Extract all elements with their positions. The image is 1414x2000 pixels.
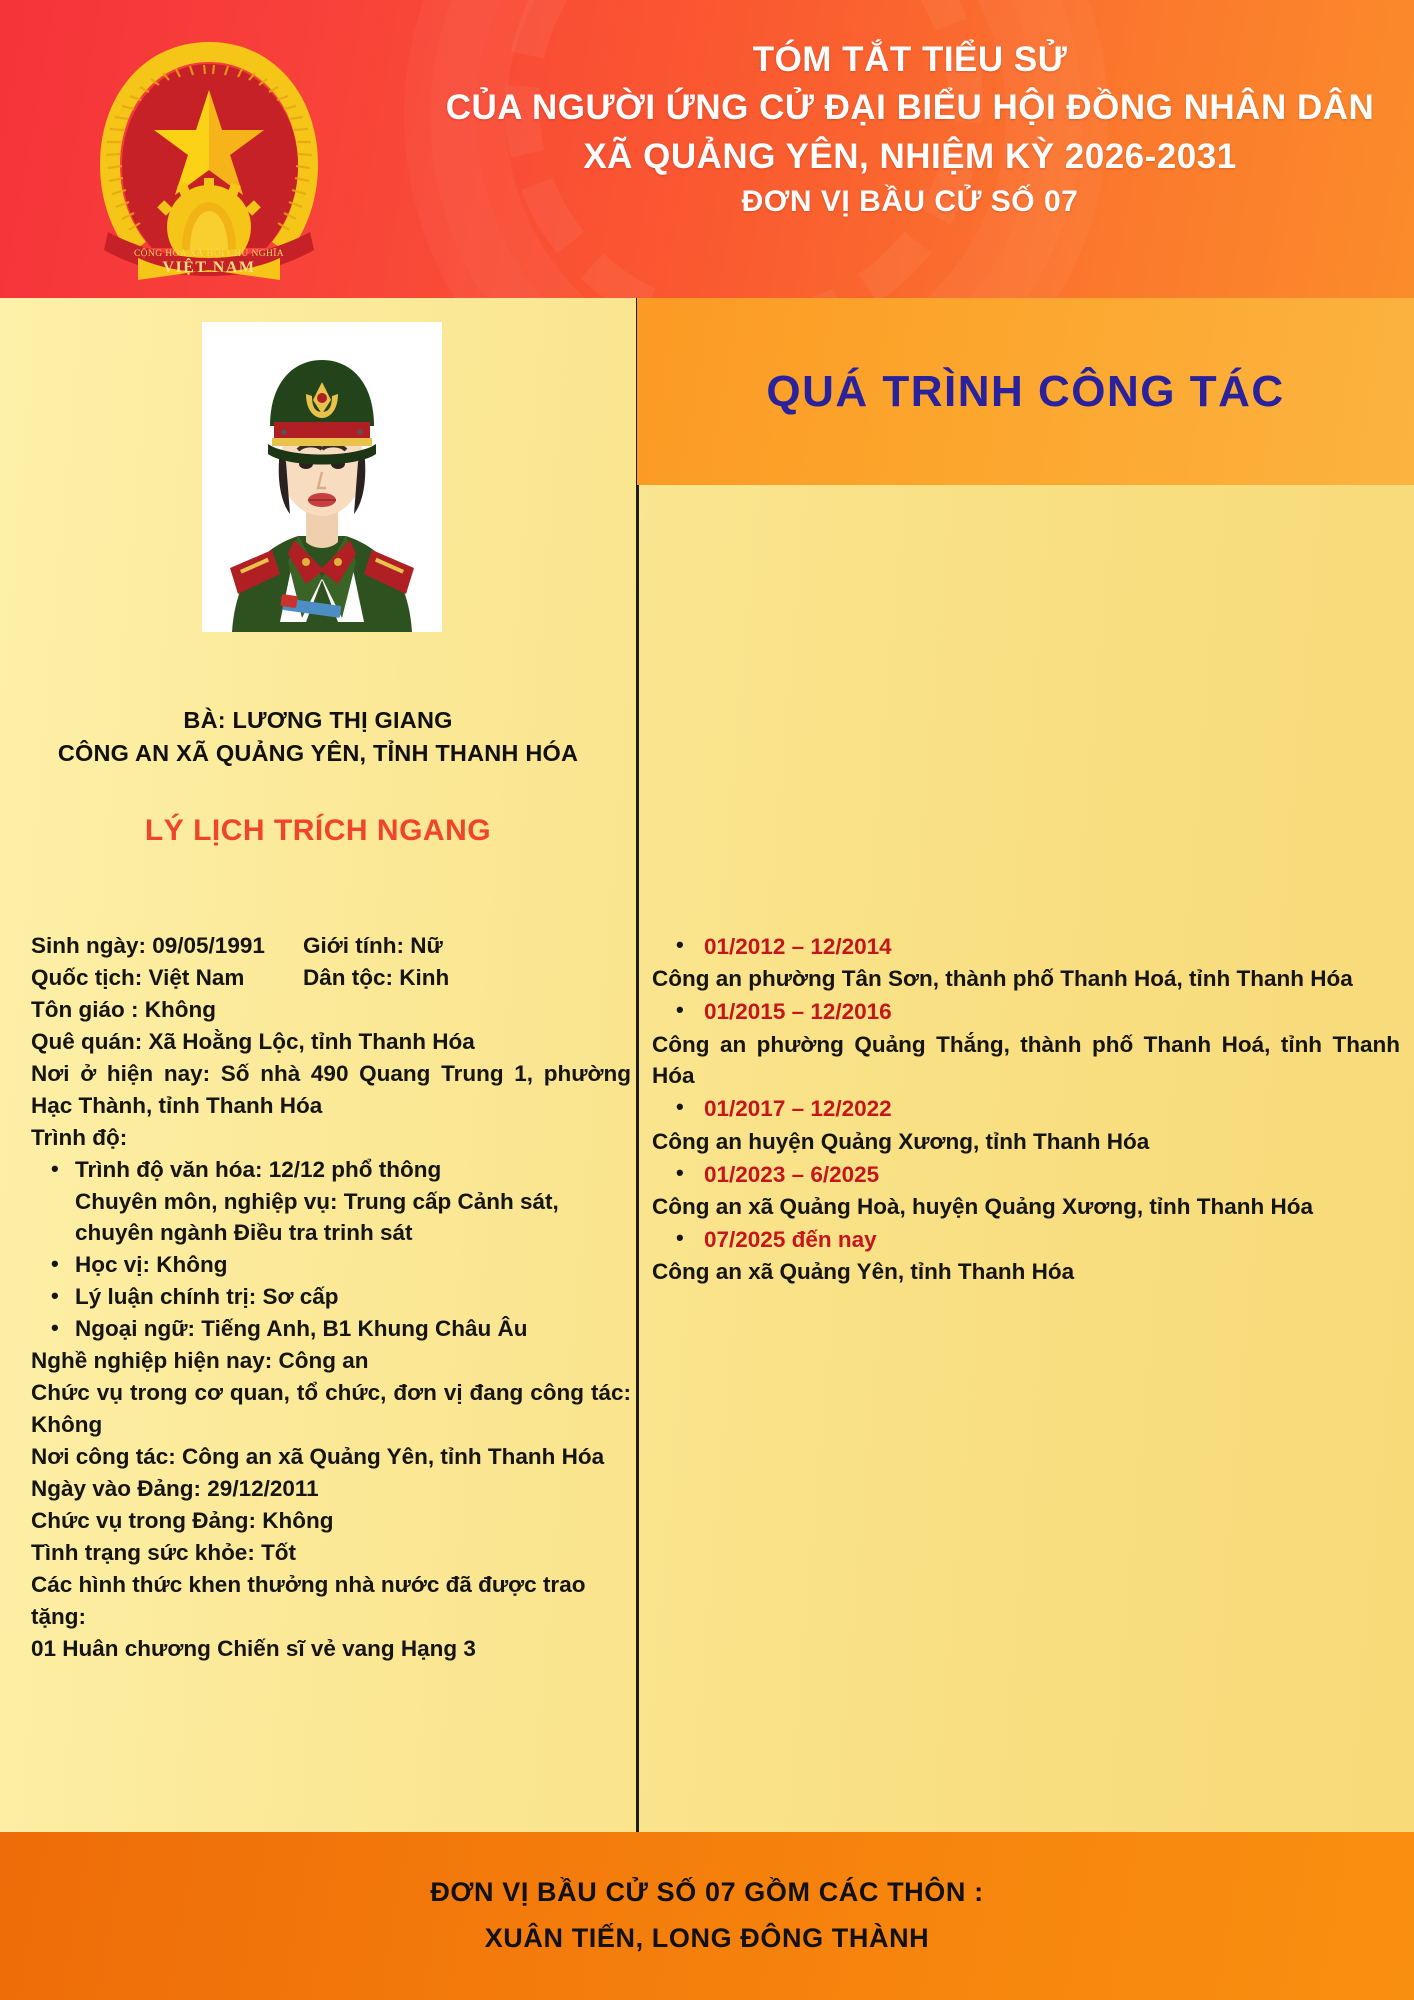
bio-workplace: Nơi công tác: Công an xã Quảng Yên, tỉnh Thanh Hóa	[31, 1444, 605, 1469]
bio-row-nationality-ethnicity	[31, 962, 631, 994]
career-period: • 01/2017 – 12/2022	[652, 1092, 1400, 1125]
bio-education-label: Trình độ:	[31, 1124, 128, 1150]
career-section-header	[637, 298, 1414, 485]
career-entry	[652, 930, 1400, 995]
career-entry	[652, 995, 1400, 1092]
bio-gender: Giới tính: Nữ	[303, 933, 443, 958]
bio-education-item: • Lý luận chính trị: Sơ cấp	[31, 1281, 631, 1313]
candidate-portrait-photo	[202, 322, 442, 632]
bio-party-join-date: Ngày vào Đảng: 29/12/2011	[31, 1475, 319, 1501]
bio-nationality: Quốc tịch: Việt Nam	[31, 964, 245, 990]
bio-education-item: Chuyên môn, nghiệp vụ: Trung cấp Cảnh sát, chuyên ngành Điều tra trinh sát	[75, 1188, 559, 1246]
career-description: Công an phường Tân Sơn, thành phố Thanh Hoá, tỉnh Thanh Hóa	[652, 966, 1353, 992]
career-description: Công an phường Quảng Thắng, thành phố Thanh Hoá, tỉnh Thanh Hóa	[652, 1031, 1400, 1089]
career-description: Công an xã Quảng Hoà, huyện Quảng Xương, tỉnh Thanh Hóa	[652, 1193, 1314, 1219]
bio-hometown: Quê quán: Xã Hoằng Lộc, tỉnh Thanh Hóa	[31, 1028, 475, 1054]
bio-education-item: • Học vị: Không	[31, 1249, 631, 1281]
career-period: • 07/2025 đến nay	[652, 1223, 1400, 1256]
bio-org-position: Chức vụ trong cơ quan, tổ chức, đơn vị đang công tác: Không	[31, 1380, 631, 1438]
career-description: Công an xã Quảng Yên, tỉnh Thanh Hóa	[652, 1259, 1075, 1285]
career-description: Công an huyện Quảng Xương, tỉnh Thanh Hóa	[652, 1128, 1150, 1154]
column-divider	[636, 298, 639, 1832]
career-period: • 01/2015 – 12/2016	[652, 995, 1400, 1028]
career-entry	[652, 1158, 1400, 1223]
header-title-line-1: TÓM TẮT TIỂU SỬ	[752, 40, 1068, 79]
emblem-motto-text: CỘNG HÒA XÃ HỘI CHỦ NGHĨA	[133, 249, 285, 259]
bio-residence: Nơi ở hiện nay: Số nhà 490 Quang Trung 1, phường Hạc Thành, tỉnh Thanh Hóa	[31, 1060, 631, 1118]
career-entry	[652, 1223, 1400, 1288]
bio-ethnicity: Dân tộc: Kinh	[303, 964, 450, 990]
candidate-name: BÀ: LƯƠNG THỊ GIANG	[183, 707, 453, 733]
bio-education-list	[31, 1154, 631, 1346]
header-title-group	[430, 36, 1390, 222]
bio-row-dob-gender	[31, 930, 631, 962]
bio-health: Tình trạng sức khỏe: Tốt	[31, 1539, 297, 1565]
candidate-position: CÔNG AN XÃ QUẢNG YÊN, TỈNH THANH HÓA	[57, 740, 579, 767]
cv-section-heading: LÝ LỊCH TRÍCH NGANG	[144, 814, 492, 847]
biography-details	[31, 930, 631, 1665]
bio-occupation: Nghề nghiệp hiện nay: Công an	[31, 1348, 369, 1374]
header-title-line-2: CỦA NGƯỜI ỨNG CỬ ĐẠI BIỂU HỘI ĐỒNG NHÂN DÂN	[445, 88, 1375, 128]
footer-line-2: XUÂN TIẾN, LONG ĐÔNG THÀNH	[484, 1923, 930, 1953]
emblem-country-text: VIỆT NAM	[162, 259, 256, 276]
career-history	[652, 930, 1400, 1288]
bio-awards-value: 01 Huân chương Chiến sĩ vẻ vang Hạng 3	[31, 1635, 476, 1661]
career-list	[652, 930, 1400, 1288]
career-entry	[652, 1092, 1400, 1157]
bio-religion: Tôn giáo : Không	[31, 996, 216, 1022]
bio-education-item: • Ngoại ngữ: Tiếng Anh, B1 Khung Châu Âu	[31, 1313, 631, 1345]
career-section-title: QUÁ TRÌNH CÔNG TÁC	[766, 366, 1285, 416]
career-period: • 01/2012 – 12/2014	[652, 930, 1400, 963]
header-title-line-4: ĐƠN VỊ BẦU CỬ SỐ 07	[741, 184, 1079, 218]
poster-footer	[0, 1832, 1414, 2000]
bio-education-item: • Trình độ văn hóa: 12/12 phổ thông	[31, 1154, 631, 1186]
header-title-line-3: XÃ QUẢNG YÊN, NHIỆM KỲ 2026-2031	[583, 136, 1237, 176]
bio-awards-label: Các hình thức khen thưởng nhà nước đã được trao tặng:	[31, 1571, 586, 1629]
vietnam-national-emblem-icon	[78, 18, 340, 282]
candidate-name-block	[0, 704, 636, 771]
poster-header	[0, 0, 1414, 298]
footer-line-1: ĐƠN VỊ BẦU CỬ SỐ 07 GỒM CÁC THÔN :	[430, 1877, 984, 1908]
bio-dob: Sinh ngày: 09/05/1991	[31, 933, 265, 958]
career-period: • 01/2023 – 6/2025	[652, 1158, 1400, 1191]
bio-party-position: Chức vụ trong Đảng: Không	[31, 1507, 334, 1533]
